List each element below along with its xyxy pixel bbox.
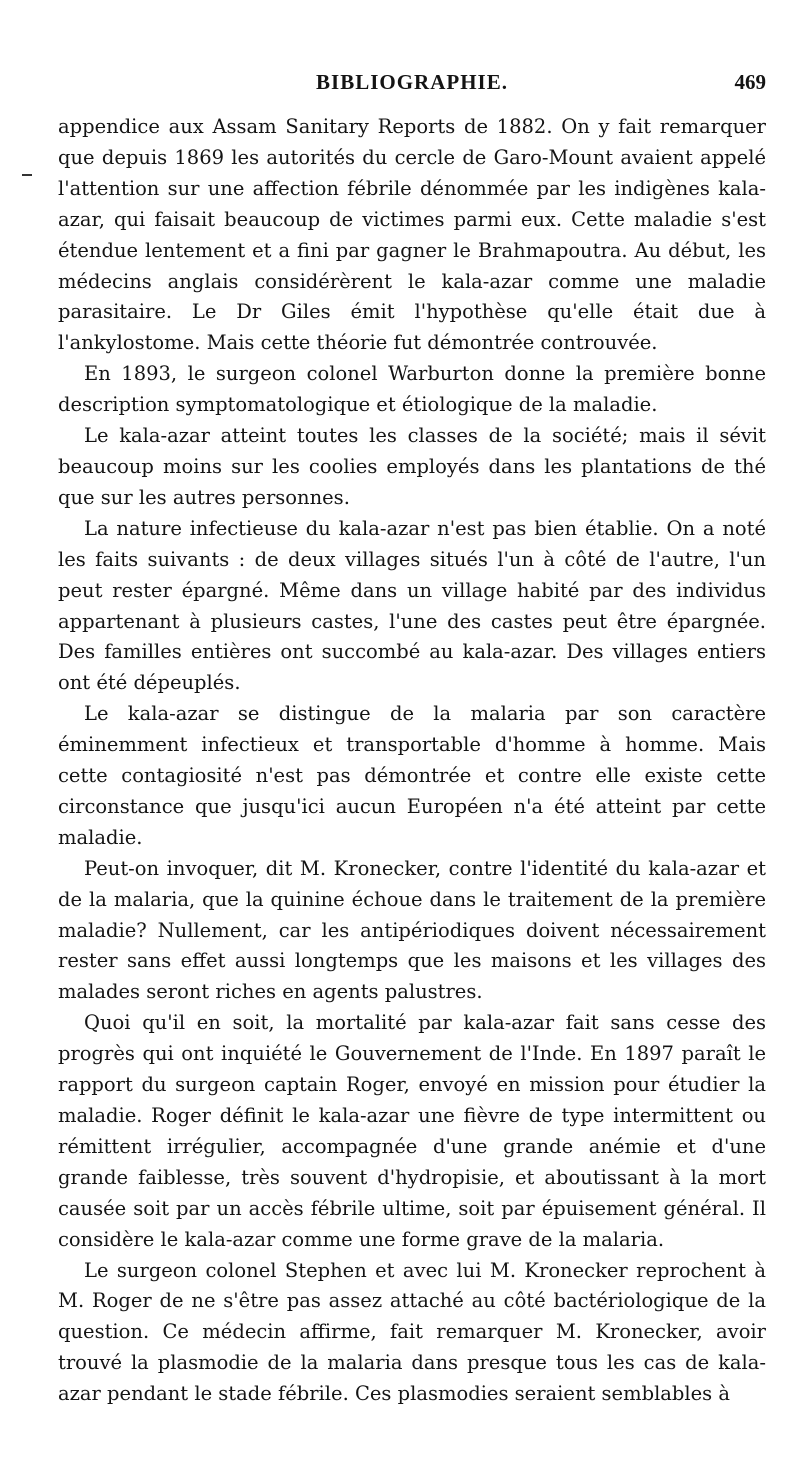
paragraph: La nature infectieuse du kala-azar n'est pas bien établie. On a noté les faits suivants : de deux villages situés l'un à côté de l'autre, l'un peut rester épargné. Même dans un village habité par des individus appartenant à plusieurs castes, l'une des castes peut être épargnée. Des familles entières ont succombé au kala-azar. Des villages entiers ont été dépeuplés. <box>58 516 766 695</box>
page-number: 469 <box>734 70 766 94</box>
page-header <box>58 70 766 98</box>
paragraph: Le kala-azar se distingue de la malaria par son caractère éminemment infectieux et transportable d'homme à homme. Mais cette contagiosité n'est pas démontrée et contre elle existe cette circonstance que jusqu'ici aucun Européen n'a été atteint par cette maladie. <box>58 702 766 849</box>
paragraph: Le kala-azar atteint toutes les classes de la société; mais il sévit beaucoup moins sur les coolies employés dans les plantations de thé que sur les autres personnes. <box>58 424 766 509</box>
paragraph: Quoi qu'il en soit, la mortalité par kala-azar fait sans cesse des progrès qui ont inquiété le Gouvernement de l'Inde. En 1897 paraît le rapport du surgeon captain Roger, envoyé en mission pour étudier la maladie. Roger définit le kala-azar une fièvre de type intermittent ou rémittent irrégulier, accompagnée d'une grande anémie et d'une grande faiblesse, très souvent d'hydropisie, et aboutissant à la mort causée soit par un accès fébrile ultime, soit par épuisement général. Il considère le kala-azar comme une forme grave de la malaria. <box>58 1011 766 1251</box>
body-text <box>58 112 766 1410</box>
running-title: BIBLIOGRAPHIE. <box>316 70 508 94</box>
paragraph: Peut-on invoquer, dit M. Kronecker, contre l'identité du kala-azar et de la malaria, que la quinine échoue dans le traitement de la première maladie? Nullement, car les antipériodiques doivent nécessairement rester sans effet aussi longtemps que les maisons et les villages des malades seront riches en agents palustres. <box>58 856 766 1004</box>
paragraph: appendice aux Assam Sanitary Reports de 1882. On y fait remarquer que depuis 1869 les autorités du cercle de Garo-Mount avaient appelé l'attention sur une affection fébrile dénommée par les indigènes kala-azar, qui faisait beaucoup de victimes parmi eux. Cette maladie s'est étendue lentement et a fini par gagner le Brahmapoutra. Au début, les médecins anglais considérèrent le kala-azar comme une maladie parasitaire. Le Dr Giles émit l'hypothèse qu'elle était due à l'ankylostome. Mais cette théorie fut démontrée controuvée. <box>58 115 766 355</box>
margin-mark <box>22 174 32 176</box>
paragraph: Le surgeon colonel Stephen et avec lui M. Kronecker reprochent à M. Roger de ne s'être pas assez attaché au côté bactériologique de la question. Ce médecin affirme, fait remarquer M. Kronecker, avoir trouvé la plasmodie de la malaria dans presque tous les cas de kala-azar pendant le stade fébrile. Ces plasmodies seraient semblables à <box>58 1258 766 1406</box>
paragraph: En 1893, le surgeon colonel Warburton donne la première bonne description symptomatologique et étiologique de la maladie. <box>58 362 766 417</box>
